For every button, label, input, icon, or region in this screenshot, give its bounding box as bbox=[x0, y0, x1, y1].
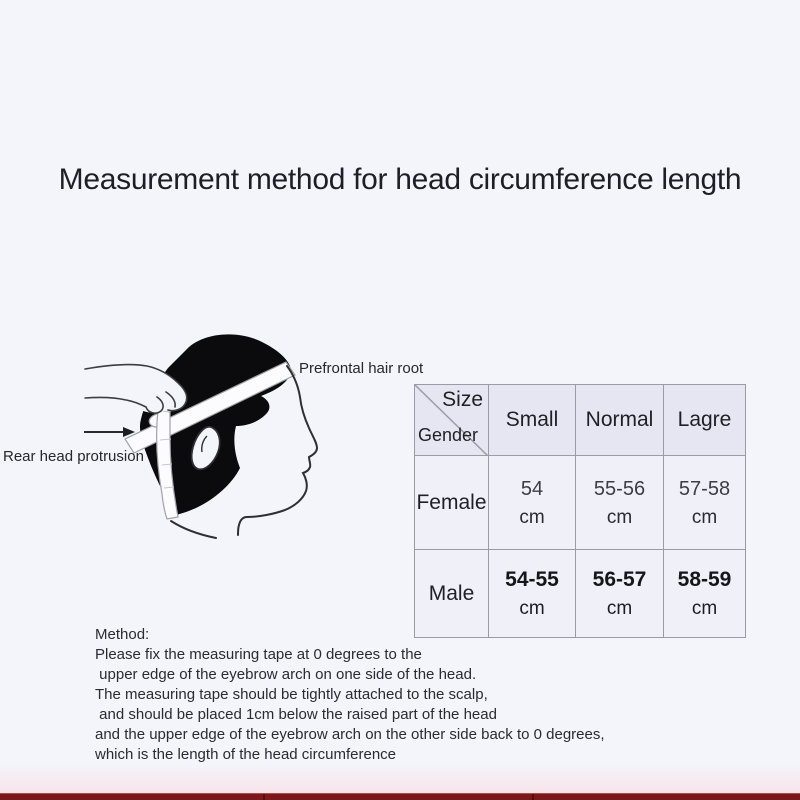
method-line: and should be placed 1cm below the raised part of the head bbox=[95, 706, 497, 723]
method-line: and the upper edge of the eyebrow arch on the other side back to 0 degrees, bbox=[95, 726, 605, 743]
bar-segment-divider bbox=[263, 794, 265, 800]
corner-label-gender: Gender bbox=[418, 425, 479, 445]
bottom-pink-fade bbox=[0, 764, 800, 793]
method-text-block bbox=[95, 625, 605, 765]
method-line: The measuring tape should be tightly attached to the scalp, bbox=[95, 686, 488, 703]
table-row-female bbox=[415, 456, 746, 550]
table-header-row bbox=[415, 385, 746, 456]
size-table bbox=[414, 384, 746, 638]
column-header-small: Small bbox=[489, 385, 576, 456]
corner-label-size: Size bbox=[442, 388, 483, 411]
cell-female-large: 57-58 cm bbox=[664, 456, 746, 550]
method-heading: Method: bbox=[95, 626, 150, 643]
row-header-male: Male bbox=[415, 550, 489, 638]
method-line: Please fix the measuring tape at 0 degrees to the bbox=[95, 646, 422, 663]
method-line: upper edge of the eyebrow arch on one side of the head. bbox=[95, 666, 477, 683]
cell-male-large: 58-59 cm bbox=[664, 550, 746, 638]
column-header-normal: Normal bbox=[576, 385, 664, 456]
page-title: Measurement method for head circumference length bbox=[58, 163, 742, 196]
row-header-female: Female bbox=[415, 456, 489, 550]
cell-female-normal: 55-56 cm bbox=[576, 456, 664, 550]
neck-line bbox=[171, 521, 216, 538]
label-prefrontal-hair-root: Prefrontal hair root bbox=[299, 360, 424, 377]
cell-male-normal: 56-57 cm bbox=[576, 550, 664, 638]
cell-male-small: 54-55 cm bbox=[489, 550, 576, 638]
method-line: which is the length of the head circumference bbox=[95, 746, 397, 763]
corner-cell-size-gender bbox=[415, 385, 489, 456]
cell-female-small: 54 cm bbox=[489, 456, 576, 550]
column-header-large: Lagre bbox=[664, 385, 746, 456]
bottom-red-bar bbox=[0, 793, 800, 800]
label-rear-head-protrusion: Rear head protrusion bbox=[3, 448, 144, 465]
bar-segment-divider bbox=[532, 794, 534, 800]
